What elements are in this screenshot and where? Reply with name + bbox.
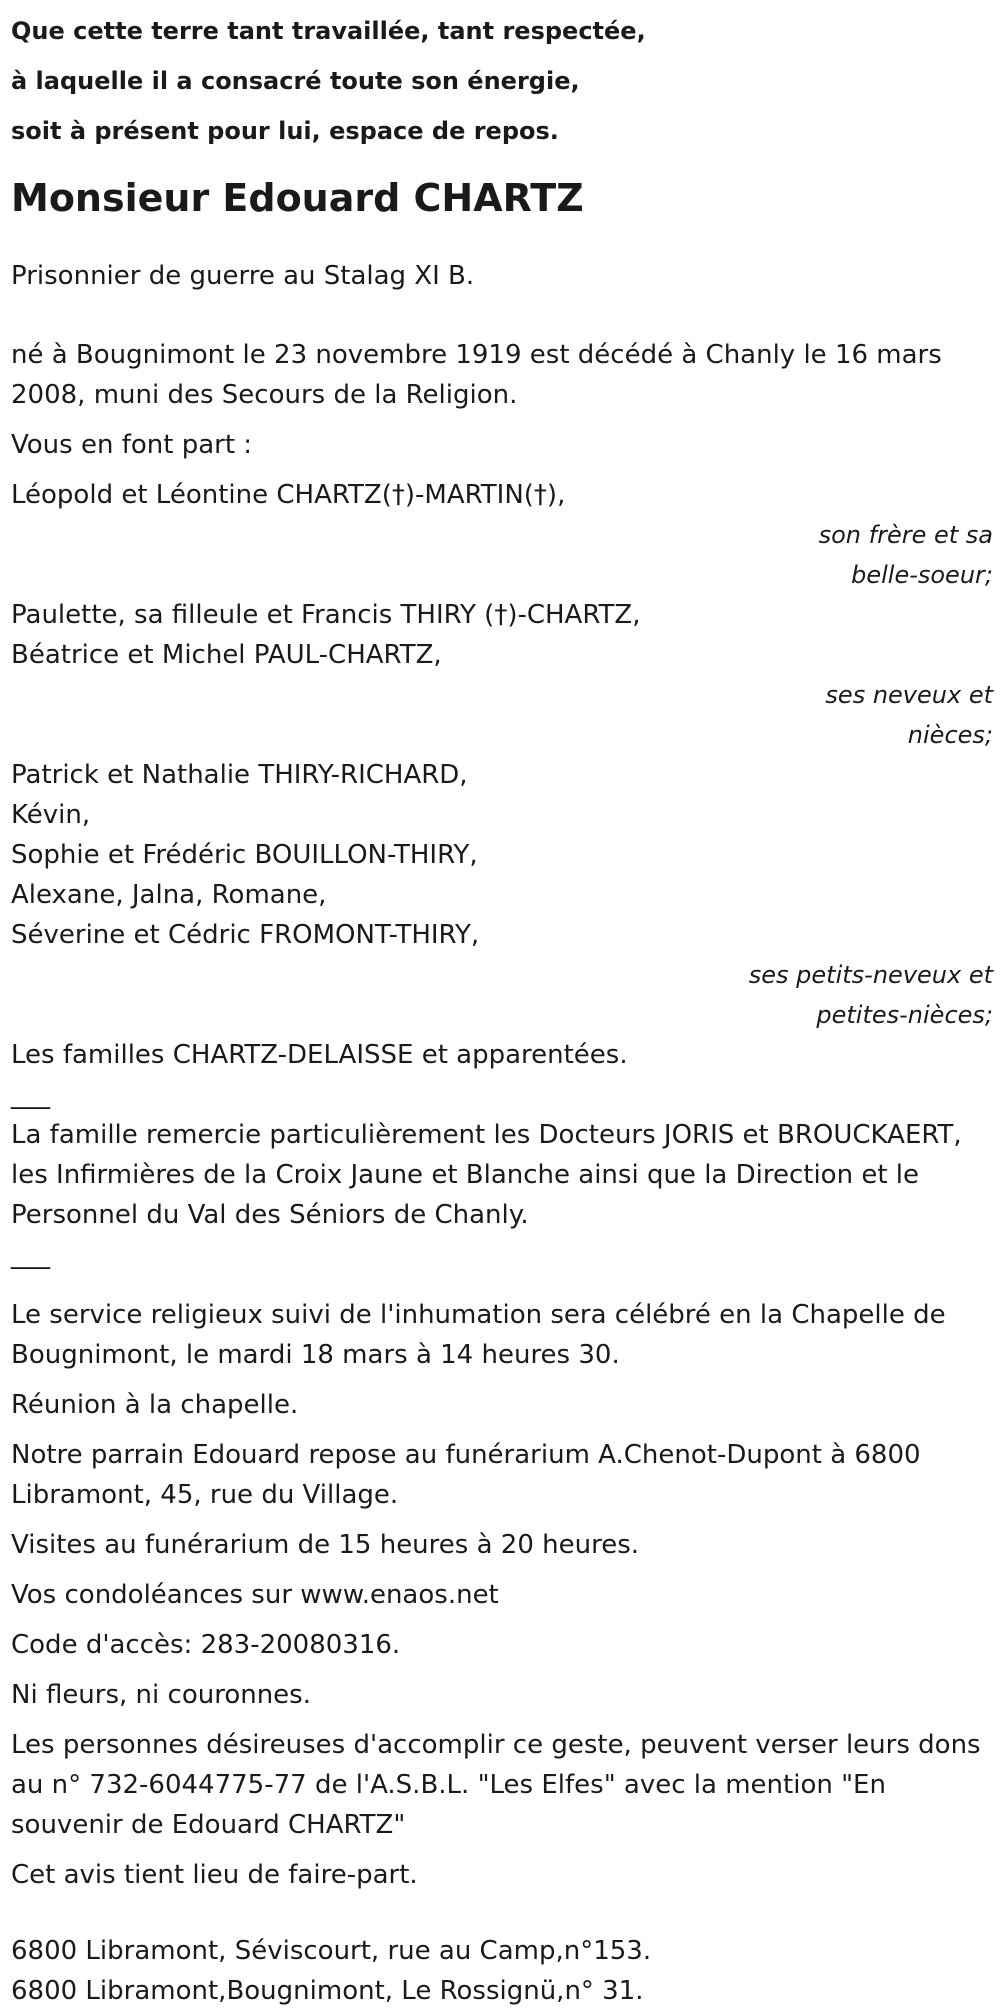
relation-line: belle-soeur; bbox=[851, 561, 993, 589]
relation-line: ses petits-neveux et bbox=[748, 961, 993, 989]
family-nephews bbox=[11, 595, 993, 755]
family-grandnephew-name: Kévin, bbox=[11, 800, 91, 830]
address-block bbox=[11, 1931, 993, 2011]
meeting-text: Réunion à la chapelle. bbox=[11, 1390, 299, 1420]
families-text: Les familles CHARTZ-DELAISSE et apparentées. bbox=[11, 1040, 628, 1070]
family-grandnephews bbox=[11, 755, 993, 1035]
relation-nephews bbox=[11, 675, 993, 755]
funeral-home-text: Notre parrain Edouard repose au funérarium A.Chenot-Dupont à 6800 Libramont, 45, rue du Village. bbox=[11, 1440, 921, 1510]
birth-death-text: né à Bougnimont le 23 novembre 1919 est décédé à Chanly le 16 mars 2008, muni des Secours de la Religion. bbox=[11, 340, 942, 410]
separator-line: ___ bbox=[11, 1080, 50, 1110]
deceased-name: Monsieur Edouard CHARTZ bbox=[11, 176, 584, 220]
family-brother bbox=[11, 475, 993, 595]
condolences-text: Vos condoléances sur www.enaos.net bbox=[11, 1580, 499, 1610]
verse-line-3: soit à présent pour lui, espace de repos. bbox=[11, 117, 559, 145]
donations-text: Les personnes désireuses d'accomplir ce geste, peuvent verser leurs dons au n° 732-6044775-77 de l'A.S.B.L. "Les Elfes" avec la mention "En souvenir de Edouard CHARTZ" bbox=[11, 1730, 981, 1840]
family-nephew-name: Béatrice et Michel PAUL-CHARTZ, bbox=[11, 640, 442, 670]
announce-text: Vous en font part : bbox=[11, 430, 253, 460]
thanks-text: La famille remercie particulièrement les Docteurs JORIS et BROUCKAERT, les Infirmières de la Croix Jaune et Blanche ainsi que la Direction et le Personnel du Val des Séniors de Chanly. bbox=[11, 1120, 962, 1230]
family-grandnephew-name: Séverine et Cédric FROMONT-THIRY, bbox=[11, 920, 480, 950]
relation-line: nièces; bbox=[907, 721, 993, 749]
relation-line: ses neveux et bbox=[825, 681, 993, 709]
address-line: 6800 Libramont, Séviscourt, rue au Camp,n°153. bbox=[11, 1936, 652, 1966]
family-nephew-name: Paulette, sa filleule et Francis THIRY (†)-CHARTZ, bbox=[11, 600, 641, 630]
verse-line-1: Que cette terre tant travaillée, tant respectée, bbox=[11, 17, 646, 45]
verse-line-2: à laquelle il a consacré toute son énergie, bbox=[11, 67, 580, 95]
verse-block bbox=[11, 6, 993, 156]
separator-line: ___ bbox=[11, 1240, 50, 1270]
family-grandnephew-name: Sophie et Frédéric BOUILLON-THIRY, bbox=[11, 840, 478, 870]
relation-brother bbox=[11, 515, 993, 595]
visits-text: Visites au funérarium de 15 heures à 20 heures. bbox=[11, 1530, 640, 1560]
obituary-content bbox=[11, 6, 993, 2011]
relation-line: petites-nièces; bbox=[816, 1001, 993, 1029]
notice-text: Cet avis tient lieu de faire-part. bbox=[11, 1860, 418, 1890]
family-grandnephew-name: Patrick et Nathalie THIRY-RICHARD, bbox=[11, 760, 468, 790]
no-flowers-text: Ni fleurs, ni couronnes. bbox=[11, 1680, 311, 1710]
prisoner-note: Prisonnier de guerre au Stalag XI B. bbox=[11, 261, 475, 291]
address-line: 6800 Libramont,Bougnimont, Le Rossignü,n° 31. bbox=[11, 1976, 644, 2006]
access-code-text: Code d'accès: 283-20080316. bbox=[11, 1630, 401, 1660]
family-grandnephew-name: Alexane, Jalna, Romane, bbox=[11, 880, 327, 910]
family-brother-name: Léopold et Léontine CHARTZ(†)-MARTIN(†), bbox=[11, 480, 566, 510]
service-text: Le service religieux suivi de l'inhumation sera célébré en la Chapelle de Bougnimont, le mardi 18 mars à 14 heures 30. bbox=[11, 1300, 946, 1370]
relation-line: son frère et sa bbox=[818, 521, 993, 549]
relation-grandnephews bbox=[11, 955, 993, 1035]
